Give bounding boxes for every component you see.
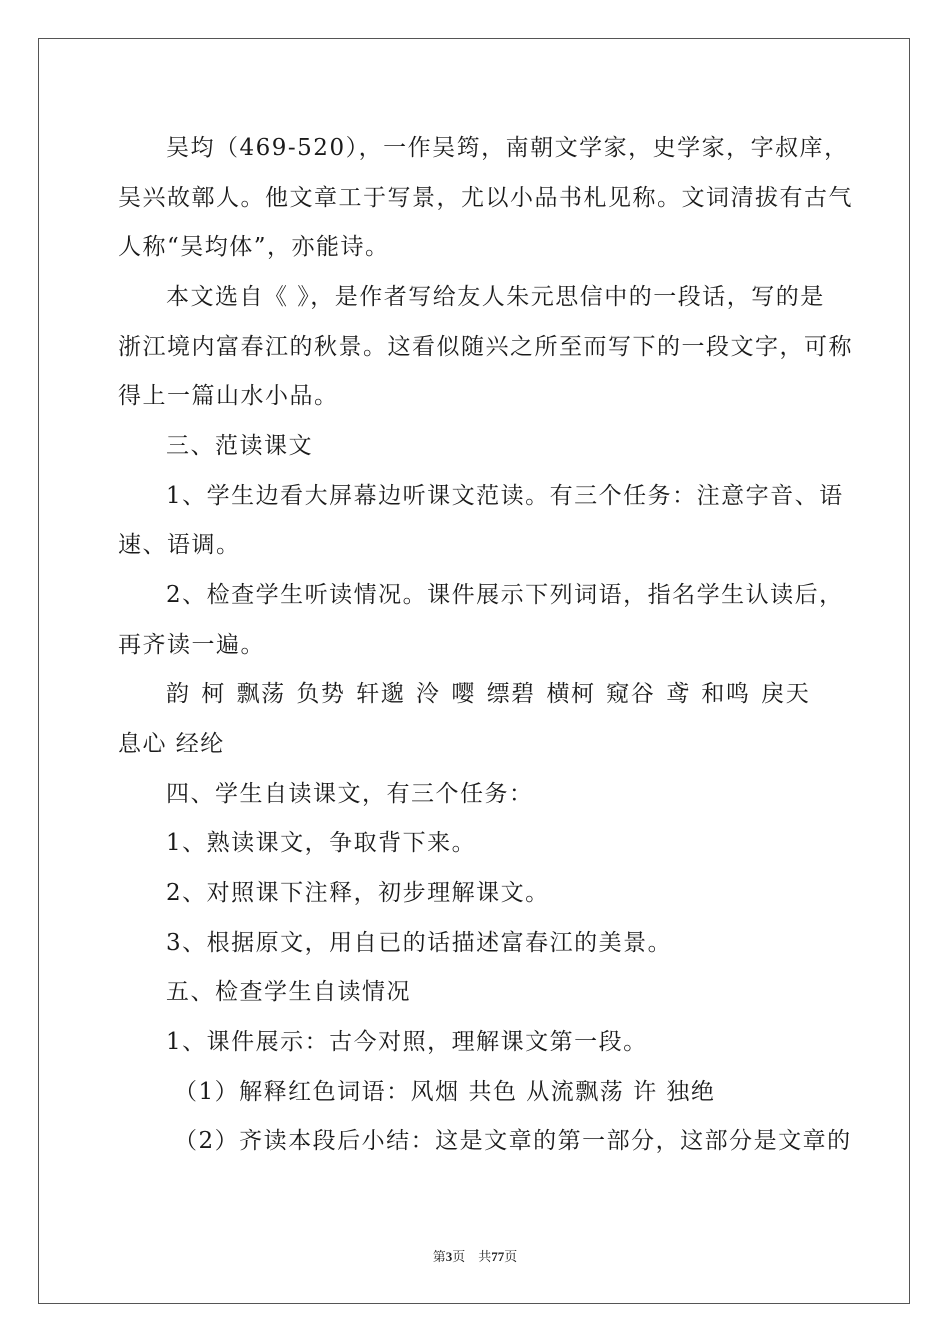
section-heading: 三、范读课文 xyxy=(166,433,313,459)
current-page-number: 3 xyxy=(445,1249,453,1264)
total-page-count: 77 xyxy=(491,1249,505,1264)
text-line: 1、熟读课文，争取背下来。 xyxy=(166,830,477,856)
text-line: （2）齐读本段后小结：这是文章的第一部分，这部分是文章的 xyxy=(174,1128,852,1154)
text-line: 人称“吴均体”，亦能诗。 xyxy=(118,234,390,260)
text-line: 1、学生边看大屏幕边听课文范读。有三个任务：注意字音、语 xyxy=(166,483,844,509)
text-line: 2、对照课下注释，初步理解课文。 xyxy=(166,880,550,906)
vocab-line: 韵 柯 飘荡 负势 轩邈 泠 嘤 缥碧 横柯 窥谷 鸢 和鸣 戾天 xyxy=(166,681,811,707)
text-line: 得上一篇山水小品。 xyxy=(118,383,339,409)
page-frame xyxy=(38,38,910,1304)
footer-prefix: 第 xyxy=(432,1250,446,1265)
footer-mid: 页 共 xyxy=(452,1250,492,1265)
text-line: 2、检查学生听读情况。课件展示下列词语，指名学生认读后， xyxy=(166,582,844,608)
section-heading: 四、学生自读课文，有三个任务： xyxy=(166,781,534,807)
text-line: 再齐读一遍。 xyxy=(118,632,265,658)
vocab-line: 息心 经纶 xyxy=(118,731,225,757)
text-line: 本文选自《 》，是作者写给友人朱元思信中的一段话，写的是 xyxy=(166,284,825,310)
section-heading: 五、检查学生自读情况 xyxy=(166,979,411,1005)
text-line: 速、语调。 xyxy=(118,532,241,558)
text-line: （1）解释红色词语：风烟 共色 从流飘荡 许 独绝 xyxy=(174,1079,716,1105)
footer-suffix: 页 xyxy=(504,1250,518,1265)
text-line: 吴兴故鄣人。他文章工于写景，尤以小品书札见称。文词清拔有古气 xyxy=(118,185,853,211)
text-line: 吴均（469-520），一作吴筠，南朝文学家，史学家，字叔庠， xyxy=(166,135,849,161)
text-line: 浙江境内富春江的秋景。这看似随兴之所至而写下的一段文字，可称 xyxy=(118,334,853,360)
page-footer xyxy=(0,1246,950,1265)
text-line: 3、根据原文，用自已的话描述富春江的美景。 xyxy=(166,930,673,956)
text-line: 1、课件展示：古今对照，理解课文第一段。 xyxy=(166,1029,648,1055)
